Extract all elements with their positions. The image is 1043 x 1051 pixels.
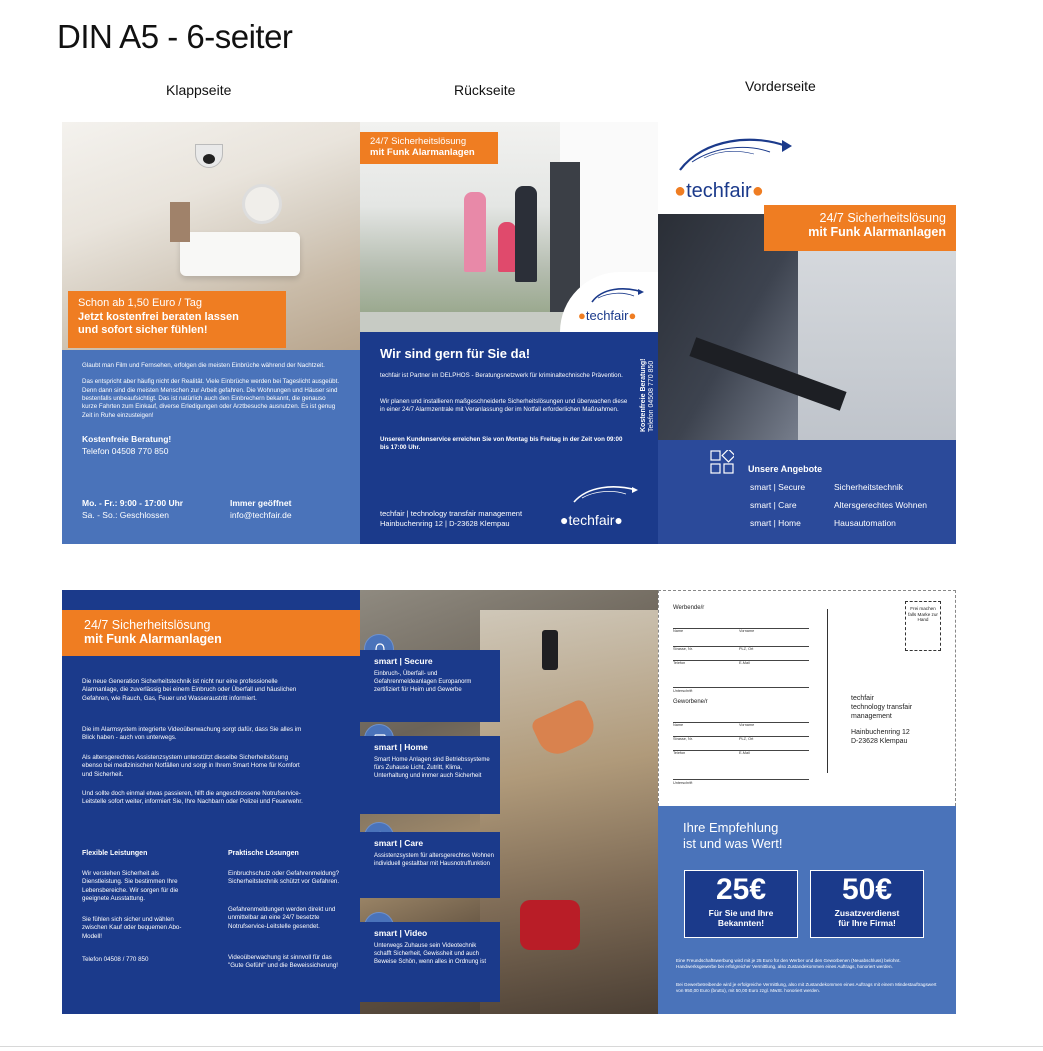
rueck-paragraph-3: Unseren Kundenservice erreichen Sie von Montag bis Freitag in der Zeit von 09:00 bis 17:00 Uhr. xyxy=(380,436,623,452)
innen-rechts-panel xyxy=(658,590,956,1014)
swoosh-white-icon xyxy=(570,482,642,506)
page-title: DIN A5 - 6-seiter xyxy=(57,18,293,55)
offer-right-2: Altersgerechtes Wohnen xyxy=(834,500,927,510)
innen-badge-line-1: 24/7 Sicherheitslösung xyxy=(84,618,211,632)
window-frame xyxy=(798,234,956,440)
offers-title: Unsere Angebote xyxy=(748,464,823,474)
messy-room-photo xyxy=(480,610,658,1014)
beratung-label: Kostenfreie Beratung! xyxy=(82,434,172,445)
service-home-title: smart | Home xyxy=(374,742,428,752)
rueck-info-block xyxy=(360,332,658,544)
reward-text-business-1: Zusatzverdienst xyxy=(834,908,900,918)
form-telefon-1: Telefon xyxy=(673,661,686,665)
service-secure-title: smart | Secure xyxy=(374,656,433,666)
postcard-area xyxy=(658,590,956,806)
reward-box-business xyxy=(810,870,924,938)
address-line: Hainbuchenring 12 | D-23628 Klempau xyxy=(380,519,510,528)
stamp-box: Frei machen falls Marke zur Hand xyxy=(905,601,941,651)
service-video[interactable] xyxy=(360,922,500,1002)
email-link[interactable]: info@techfair.de xyxy=(230,510,292,520)
innen-badge xyxy=(62,610,360,656)
col1-paragraph-2: Sie fühlen sich sicher und wählen zwischen Kauf oder bequemen Abo-Modell! xyxy=(82,916,182,940)
service-video-text: Unterwegs Zuhause sein Videotechnik schafft Sicherheit, Gewissheit und auch Beweise Schön, wenn alles in Ordnung ist xyxy=(374,943,487,966)
label-klappseite: Klappseite xyxy=(166,82,232,98)
form-plz-2: PLZ, Ort xyxy=(739,737,754,741)
col2-title: Praktische Lösungen xyxy=(228,850,299,857)
front-logo: ●techfair● xyxy=(674,180,764,202)
rueck-badge-line-1: 24/7 Sicherheitslösung xyxy=(370,136,467,147)
form-unterschrift-2: Unterschrift xyxy=(673,781,693,785)
fine-print-2: Bei Gewerbetreibende wird je erfolgreiche Vermittlung, also mit Zustandekommen eines Auftrags mit einem Mindestauftragswert von 950,00 Euro (brutto), mit 50,00 Euro zzgl. MwSt. honoriert werden. xyxy=(676,982,937,994)
service-home[interactable] xyxy=(360,736,500,814)
vertical-contact: Kostenfreie Beratung! Telefon 04508 770 850 xyxy=(640,358,656,432)
offers-block xyxy=(658,440,956,544)
front-badge-line-1: 24/7 Sicherheitslösung xyxy=(819,211,946,225)
rueck-badge xyxy=(360,132,498,164)
form-email-1: E-Mail xyxy=(739,661,750,665)
mother-figure xyxy=(464,192,486,272)
reward-text-business-2: für Ihre Firma! xyxy=(838,918,896,928)
phone-shape xyxy=(542,630,558,670)
col1-title: Flexible Leistungen xyxy=(82,850,148,857)
front-badge-line-2: mit Funk Alarmanlagen xyxy=(808,225,946,239)
col1-phone[interactable]: Telefon 04508 / 770 850 xyxy=(82,956,149,963)
klappseite-panel xyxy=(62,122,360,544)
col1-paragraph-1: Wir verstehen Sicherheit als Dienstleistung. Sie bestimmen Ihre Lebensbereiche. Wir sorgen für die geeignete Ausstattung. xyxy=(82,870,179,903)
rueck-badge-line-2: mit Funk Alarmanlagen xyxy=(370,147,475,159)
col2-paragraph-2: Gefahrenmeldungen werden direkt und unmittelbar an eine 24/7 besetzte Notrufservice-Leitstelle gesendet. xyxy=(228,906,336,930)
form-strasse-2: Strasse, Nr. xyxy=(673,737,693,741)
form-vorname-1: Vorname xyxy=(739,629,755,633)
offer-left-3: smart | Home xyxy=(750,518,801,528)
beratung-phone[interactable]: Telefon 04508 770 850 xyxy=(82,446,169,457)
offer-right-3: Hausautomation xyxy=(834,518,896,528)
form-strasse-1: Strasse, Nr. xyxy=(673,647,693,651)
werbende-label: Werbende/r xyxy=(673,605,705,611)
address-divider xyxy=(827,609,828,773)
form-name-1: Name xyxy=(673,629,684,633)
hours-weekend: Sa. - So.: Geschlossen xyxy=(82,510,169,520)
innen-mitte-panel xyxy=(360,590,658,1014)
firewood-stack xyxy=(170,202,190,242)
referral-headline: Ihre Empfehlung ist und was Wert! xyxy=(683,820,783,851)
swoosh-icon xyxy=(588,284,646,306)
label-vorderseite: Vorderseite xyxy=(745,78,816,94)
col2-paragraph-1: Einbruchschutz oder Gefahrenmeldung? Sicherheitstechnik schützt vor Gefahren. xyxy=(228,870,340,886)
sofa-shape xyxy=(180,232,300,276)
form-unterschrift-1: Unterschrift xyxy=(673,689,693,693)
child-figure xyxy=(498,222,516,272)
offer-right-1: Sicherheitstechnik xyxy=(834,482,903,492)
innen-paragraph-1: Die neue Generation Sicherheitstechnik ist nicht nur eine professionelle Alarmanlage, die zuverlässig bei einem Einbruch oder Überfall und häuslichen Gefahren, wie Rauch, Gas, Feuer und Wasseraustritt informiert. xyxy=(82,678,297,702)
form-vorname-2: Vorname xyxy=(739,723,755,727)
recipient-address: techfair technology transfair management Hainbuchenring 12 D-23628 Klempau xyxy=(851,695,913,745)
front-swoosh-icon xyxy=(674,132,794,176)
service-care-text: Assistenzsystem für altersgerechtes Wohnen individuell gestaltbar mit Hausnotruffunktion xyxy=(374,853,494,868)
fine-print-1: Eine Freundschaftswerbung wird mit je 25 Euro für den Werber und den Geworbenen (Neuabschluss) belohnt. Handwerksgewerbe bei erfolgreicher Vermittlung, also Zustandekommen eines Auftrags, honoriert werden. xyxy=(676,958,901,970)
innen-paragraph-4: Und sollte doch einmal etwas passieren, hilft die angeschlossene Notrufservice-Leitstelle sofort weiter, informiert Sie, Ihre Nachbarn oder Polizei und Feuerwehr. xyxy=(82,790,303,806)
offer-left-2: smart | Care xyxy=(750,500,797,510)
klapp-paragraph-2: Das entspricht aber häufig nicht der Realität. Viele Einbrüche werden bei Tageslicht ausgeübt. Denn dann sind die meisten Menschen zur Arbeit gefahren. Die Wohnungen und Häuser sind bestenfalls unbeaufsichtigt. Das ist natürlich auch den Einbrechern bekannt, die genauso kurze Fahrten zum Einkauf, diverse Erledigungen oder Arztbesuche ausnutzen. Es ist genug Zeit in Ruhe einzusteigen! xyxy=(82,378,340,419)
wall-decor xyxy=(242,184,282,224)
referral-block xyxy=(658,806,956,1014)
rueckseite-panel xyxy=(360,122,658,544)
cta-line-2: und sofort sicher fühlen! xyxy=(78,324,208,336)
price-line: Schon ab 1,50 Euro / Tag xyxy=(78,297,202,309)
innen-badge-line-2: mit Funk Alarmanlagen xyxy=(84,632,222,646)
price-badge xyxy=(68,291,286,348)
front-badge xyxy=(764,205,956,251)
company-line: techfair | technology transfair management xyxy=(380,509,523,518)
form-name-2: Name xyxy=(673,723,684,727)
form-telefon-2: Telefon xyxy=(673,751,686,755)
open-label: Immer geöffnet xyxy=(230,498,292,508)
reward-box-private xyxy=(684,870,798,938)
form-plz-1: PLZ, Ort xyxy=(739,647,754,651)
innen-links-panel xyxy=(62,590,360,1014)
rueck-logo-white: ●techfair● xyxy=(560,512,623,528)
innen-paragraph-3: Als altersgerechtes Assistenzsystem unterstützt dieselbe Sicherheitslösung ebenso bei medizinischen Notfällen und sorgt in Ihrem Smart Home für Komfort und Sicherheit. xyxy=(82,754,300,778)
reward-amount-private: 25€ xyxy=(715,873,767,906)
bottom-divider xyxy=(0,1046,1043,1047)
service-secure[interactable] xyxy=(360,650,500,722)
rueck-logo: ●techfair● xyxy=(578,308,637,323)
red-cloth-shape xyxy=(520,900,580,950)
father-figure xyxy=(515,186,537,282)
form-email-2: E-Mail xyxy=(739,751,750,755)
service-home-text: Smart Home Anlagen sind Betriebssysteme fürs Zuhause Licht, Zutritt, Klima, Unterhaltung und immer auch Sicherheit xyxy=(374,757,490,780)
reward-text-private-2: Bekannten! xyxy=(717,918,765,928)
service-video-title: smart | Video xyxy=(374,928,428,938)
service-care-title: smart | Care xyxy=(374,838,424,848)
service-care[interactable] xyxy=(360,832,500,898)
vorderseite-panel xyxy=(658,122,956,544)
modules-icon xyxy=(710,450,734,474)
innen-paragraph-2: Die im Alarmsystem integrierte Videoüberwachung sorgt dafür, dass Sie alles im Blick haben - auch von unterwegs. xyxy=(82,726,302,742)
rueck-paragraph-1: techfair ist Partner im DELPHOS - Beratungsnetzwerk für kriminaltechnische Prävention. xyxy=(380,372,623,379)
reward-text-private-1: Für Sie und Ihre xyxy=(708,908,774,918)
geworbene-label: Geworbene/r xyxy=(673,699,708,705)
rueck-paragraph-2: Wir planen und installieren maßgeschneiderte Sicherheitslösungen und überwachen diese in einer 24/7 Alarmzentrale mit Veranlassung der im Notfall erforderlichen Maßnahmen. xyxy=(380,398,628,414)
col2-paragraph-3: Videoüberwachung ist sinnvoll für das "Gute Gefühl" und die Beweissicherung! xyxy=(228,954,338,970)
label-rueckseite: Rückseite xyxy=(454,82,516,98)
hours-weekday: Mo. - Fr.: 9:00 - 17:00 Uhr xyxy=(82,498,184,508)
cta-line-1: Jetzt kostenfrei beraten lassen xyxy=(78,311,239,323)
reward-amount-business: 50€ xyxy=(841,873,893,906)
klappseite-text-block xyxy=(62,350,360,544)
camera-icon xyxy=(195,144,223,168)
klapp-paragraph-1: Glaubt man Film und Fernsehen, erfolgen die meisten Einbrüche während der Nachtzeit. xyxy=(82,362,325,369)
offer-left-1: smart | Secure xyxy=(750,482,806,492)
service-secure-text: Einbruch-, Überfall- und Gefahrenmeldeanlagen Europanorm zertifiziert für Heim und Gewerbe xyxy=(374,671,472,694)
rueck-headline: Wir sind gern für Sie da! xyxy=(380,346,531,361)
